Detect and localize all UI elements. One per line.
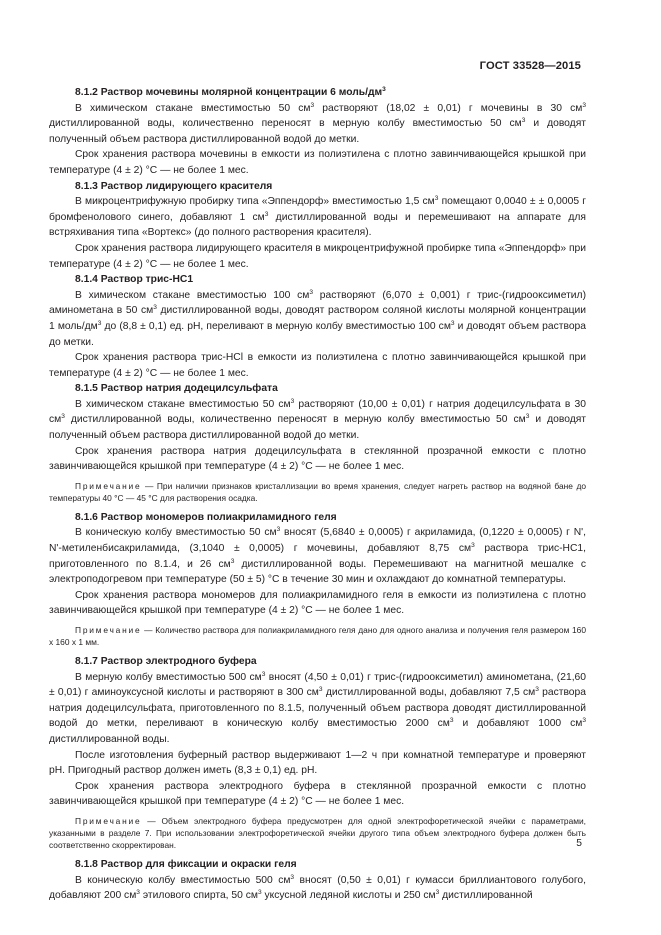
section-title-8-1-4: 8.1.4 Раствор трис-HC1 <box>75 274 194 286</box>
paragraph: Срок хранения раствора электродного буфера в стеклянной прозрачной емкости с плотно завинчивающейся крышкой при температуре (4 ± 2) °С — не более 1 мес. <box>49 780 586 808</box>
paragraph: После изготовления буферный раствор выдерживают 1—2 ч при комнатной температуре и проверяют pH. Пригодный раствор должен иметь (8,3 ± 0,1) ед. pH. <box>49 749 586 777</box>
paragraph: В химическом стакане вместимостью 50 $см^3$ растворяют (10,00 ± 0,01) г натрия додецилсульфата в 30 $см^3$ дистиллированной воды, количественно переносят в мерную колбу вместимостью 50 $см^3$ и доводят полученный объем раствора дистиллированной водой до метки. <box>49 397 586 442</box>
note: Примечание — Объем электродного буфера предусмотрен для одной электрофоретической ячейки с параметрами, указанными в разделе 7. При использовании электрофоретической ячейки другого типа объем электродного буфера должен быть соответственно скорректирован. <box>49 815 586 850</box>
paragraph: В химическом стакане вместимостью 100 $см^3$ растворяют (6,070 ± 0,001) г трис-(гидрооксиметил) аминометана в 50 $см^3$ дистиллированной воды, доводят раствором соляной кислоты молярной концентрации 1 моль/$дм^3$ до (8,8 ± 0,1) ед. pH, переливают в мерную колбу вместимостью 100 $см^3$ и доводят объем раствора до метки. <box>49 288 586 348</box>
paragraph: Срок хранения раствора мономеров для полиакриламидного геля в емкости из полиэтилена с плотно завинчивающейся крышкой при температуре (4 ± 2) °С — не более 1 мес. <box>49 589 586 617</box>
paragraph: В химическом стакане вместимостью 50 $см^3$ растворяют (18,02 ± 0,01) г мочевины в 30 $см^3$ дистиллированной воды, количественно переносят в мерную колбу вместимостью 50 $см^3$ и доводят полученный объем раствора дистиллированной водой до метки. <box>49 101 586 145</box>
paragraph: Срок хранения раствора лидирующего красителя в микроцентрифужной пробирке типа «Эппендорф» при температуре (4 ± 2) °С — не более 1 мес. <box>49 242 586 270</box>
section-title-8-1-7: 8.1.7 Раствор электродного буфера <box>75 656 257 667</box>
section-title-8-1-2: 8.1.2 Раствор мочевины молярной концентрации 6 моль/$дм^3$ <box>75 86 386 98</box>
section-title-8-1-5: 8.1.5 Раствор натрия додецилсульфата <box>75 383 278 395</box>
standard-number: ГОСТ 33528—2015 <box>479 60 581 72</box>
paragraph: В коническую колбу вместимостью 500 $см^3$ вносят (0,50 ± 0,01) г кумасси бриллиантового голубого, добавляют 200 $см^3$ этилового спирта, 50 $см^3$ уксусной ледяной кислоты и 250 $см^3$ дистиллированной <box>49 873 586 902</box>
page-body <box>49 85 586 904</box>
section-title-8-1-8: 8.1.8 Раствор для фиксации и окраски геля <box>75 858 297 870</box>
paragraph: Срок хранения раствора мочевины в емкости из полиэтилена с плотно завинчивающейся крышкой при температуре (4 ± 2) °С — не более 1 мес. <box>49 149 586 176</box>
page-number: 5 <box>576 838 582 849</box>
paragraph: Срок хранения раствора натрия додецилсульфата в стеклянной прозрачной емкости с плотно завинчивающейся крышкой при температуре (4 ± 2) °С — не более 1 мес. <box>49 445 586 473</box>
note: Примечание — При наличии признаков кристаллизации во время хранения, следует нагреть раствор на водяной бане до температуры 40 °С — 45 °С для растворения осадка. <box>49 480 586 503</box>
paragraph: Срок хранения раствора трис-HCl в емкости из полиэтилена с плотно завинчивающейся крышкой при температуре (4 ± 2) °С — не более 1 мес. <box>49 352 586 379</box>
paragraph: В коническую колбу вместимостью 50 $см^3$ вносят (5,6840 ± 0,0005) г акриламида, (0,1220 ± 0,0005) г N', N'-метиленбисакриламида, (3,1040 ± 0,0005) г мочевины, добавляют 8,75 $см^3$ раствора трис-HC1, приготовленного по 8.1.4, и 26 $см^3$ дистиллированной воды. Перемешивают на магнитной мешалке с электроподогревом при температуре (50 ± 5) °С в течение 30 мин и охлаждают до комнатной температуры. <box>49 526 587 586</box>
paragraph: В мерную колбу вместимостью 500 $см^3$ вносят (4,50 ± 0,01) г трис-(гидрооксиметил) аминометана, (21,60 ± 0,01) г аминоуксусной кислоты и растворяют в 300 $см^3$ дистиллированной воды, добавляют 7,5 $см^3$ раствора натрия додецилсульфата, приготовленного по 8.1.5, полученный объем раствора доводят дистиллированной водой до метки, переливают в коническую колбу вместимостью 2000 $см^3$ и добавляют 1000 $см^3$ дистиллированной воды. <box>49 670 587 745</box>
paragraph: В микроцентрифужную пробирку типа «Эппендорф» вместимостью 1,5 $см^3$ помещают 0,0040 ± ± 0,0005 г бромфенолового синего, добавляют 1 $см^3$ дистиллированной воды и перемешивают на аппарате для встряхивания типа «Вортекс» (до полного растворения красителя). <box>49 195 587 239</box>
section-title-8-1-3: 8.1.3 Раствор лидирующего красителя <box>75 180 273 192</box>
note: Примечание — Количество раствора для полиакриламидного геля дано для одного анализа и получения геля размером 160 x 160 x 1 мм. <box>49 625 586 647</box>
section-title-8-1-6: 8.1.6 Раствор мономеров полиакриламидного геля <box>75 511 337 523</box>
